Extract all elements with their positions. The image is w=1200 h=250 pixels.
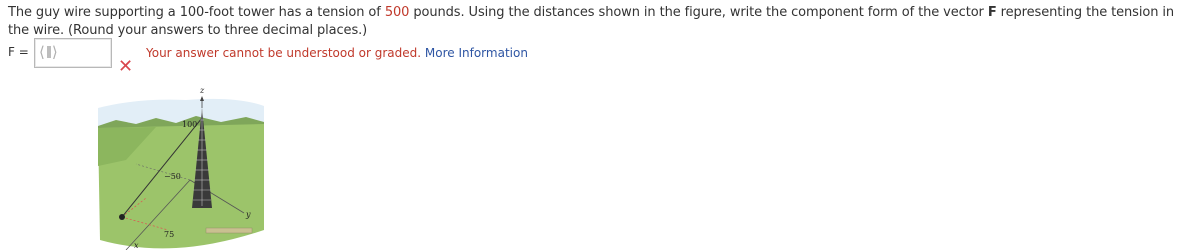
question-part-3: representing the tension in the wire. (Round your answers to three decimal places.) — [8, 5, 1175, 38]
vector-answer-input[interactable] — [34, 38, 112, 68]
anchor-point — [119, 214, 125, 220]
tower-height-label: 100 — [182, 120, 198, 129]
tower-figure — [96, 80, 268, 250]
question-part-1: The guy wire supporting a 100-foot tower has a tension of — [8, 5, 385, 20]
vector-name: F — [987, 5, 997, 20]
feedback-message — [146, 46, 528, 60]
y-offset-label: −50 — [164, 172, 181, 181]
open-bracket: ⟨ — [39, 43, 46, 61]
close-bracket: ⟩ — [51, 43, 59, 61]
question-part-2: pounds. Using the distances shown in the figure, write the component form of the vector — [409, 5, 988, 20]
tower-base-fence — [206, 228, 252, 233]
incorrect-x-icon: ✕ — [118, 56, 134, 77]
answer-label: F = — [8, 45, 29, 59]
x-offset-label: 75 — [164, 230, 175, 239]
z-label: z — [200, 86, 205, 95]
question-text — [8, 4, 1198, 40]
more-information-link[interactable]: More Information — [424, 46, 528, 60]
vector-input-value[interactable] — [39, 43, 59, 61]
input-cursor — [47, 46, 51, 58]
x-axis-label: x — [134, 241, 139, 250]
y-axis-label: y — [246, 210, 251, 219]
feedback-text: Your answer cannot be understood or graded. — [146, 46, 422, 60]
tension-value: 500 — [384, 5, 410, 20]
